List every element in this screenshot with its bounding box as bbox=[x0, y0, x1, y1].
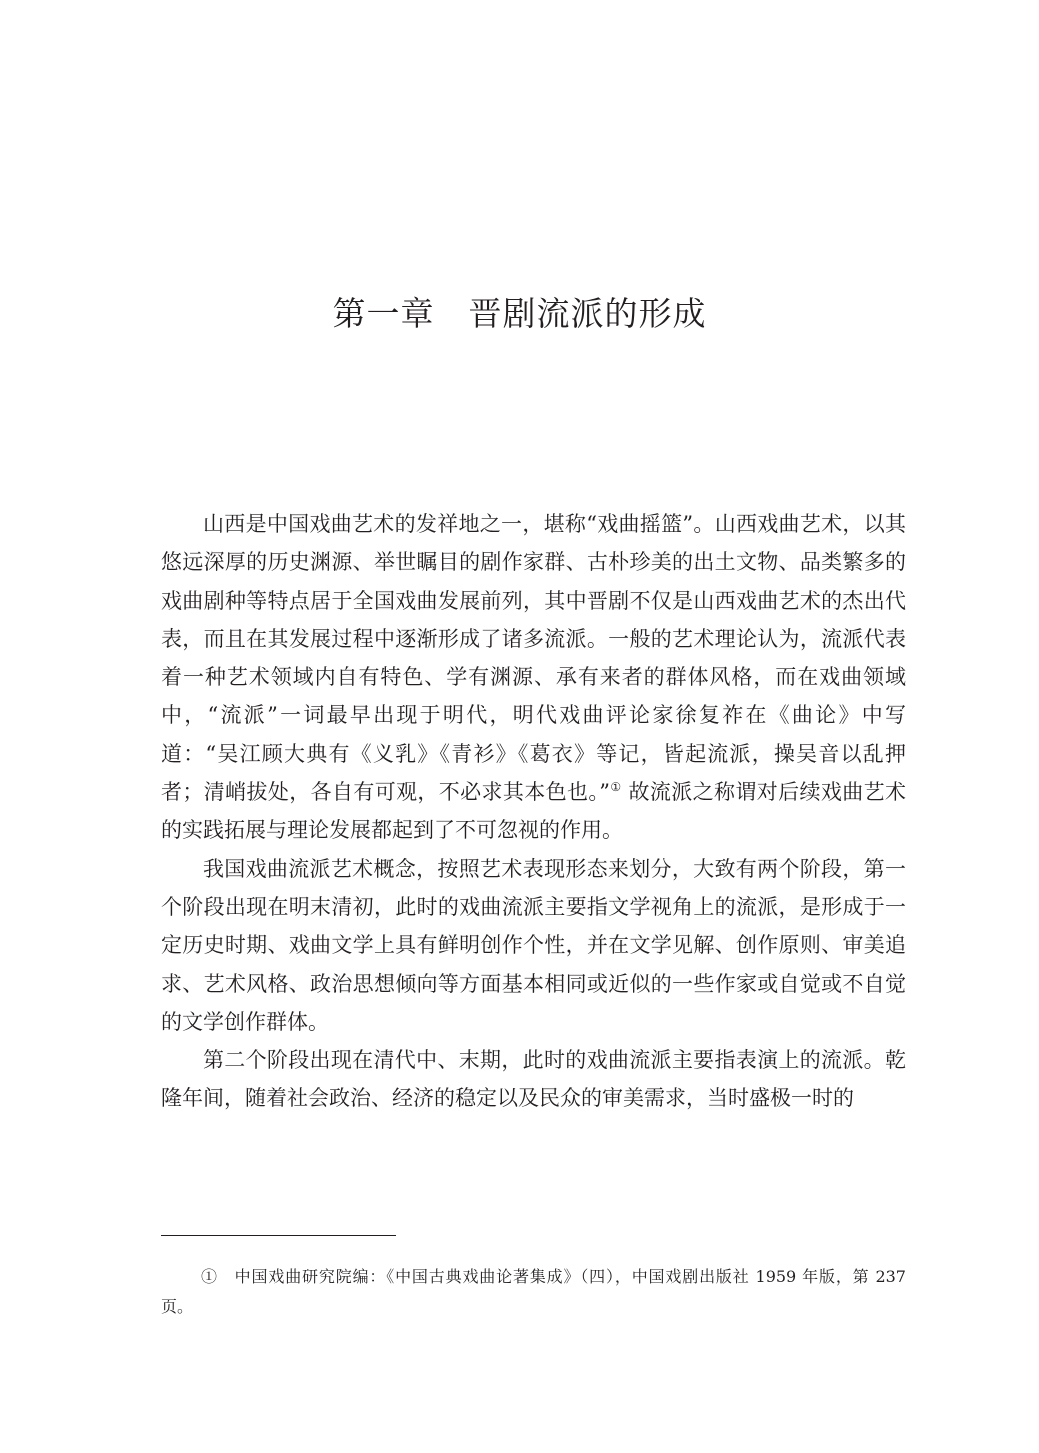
footnote-reference: ① bbox=[610, 780, 622, 795]
paragraph-1 bbox=[161, 505, 906, 850]
footnote: ① 中国戏曲研究院编：《中国古典戏曲论著集成》（四），中国戏剧出版社 1959 年版，第 237 页。 bbox=[161, 1267, 906, 1316]
footnote-divider bbox=[161, 1235, 396, 1236]
paragraph-1-text: 山西是中国戏曲艺术的发祥地之一，堪称“戏曲摇篮”。山西戏曲艺术，以其悠远深厚的历史渊源、举世瞩目的剧作家群、古朴珍美的出土文物、品类繁多的戏曲剧种等特点居于全国戏曲发展前列，其中晋剧不仅是山西戏曲艺术的杰出代表，而且在其发展过程中逐渐形成了诸多流派。一般的艺术理论认为，流派代表着一种艺术领域内自有特色、学有渊源、承有来者的群体风格，而在戏曲领域中，“流派”一词最早出现于明代，明代戏曲评论家徐复祚在《曲论》中写道：“吴江顾大典有《义乳》《青衫》《葛衣》等记，皆起流派，操吴音以乱押者；清峭拔处，各自有可观，不必求其本色也。” bbox=[161, 512, 906, 805]
paragraph-2: 我国戏曲流派艺术概念，按照艺术表现形态来划分，大致有两个阶段，第一个阶段出现在明末清初，此时的戏曲流派主要指文学视角上的流派，是形成于一定历史时期、戏曲文学上具有鲜明创作个性，并在文学见解、创作原则、审美追求、艺术风格、政治思想倾向等方面基本相同或近似的一些作家或自觉或不自觉的文学创作群体。 bbox=[161, 856, 906, 1034]
paragraph-1-text-continued: 故流派之称谓对后续戏曲艺术的实践拓展与理论发展都起到了不可忽视的作用。 bbox=[161, 780, 906, 843]
paragraph-3: 第二个阶段出现在清代中、末期，此时的戏曲流派主要指表演上的流派。乾隆年间，随着社会政治、经济的稳定以及民众的审美需求，当时盛极一时的 bbox=[161, 1048, 906, 1111]
body-text bbox=[161, 505, 906, 1118]
chapter-title: 第一章 晋剧流派的形成 bbox=[332, 294, 707, 333]
